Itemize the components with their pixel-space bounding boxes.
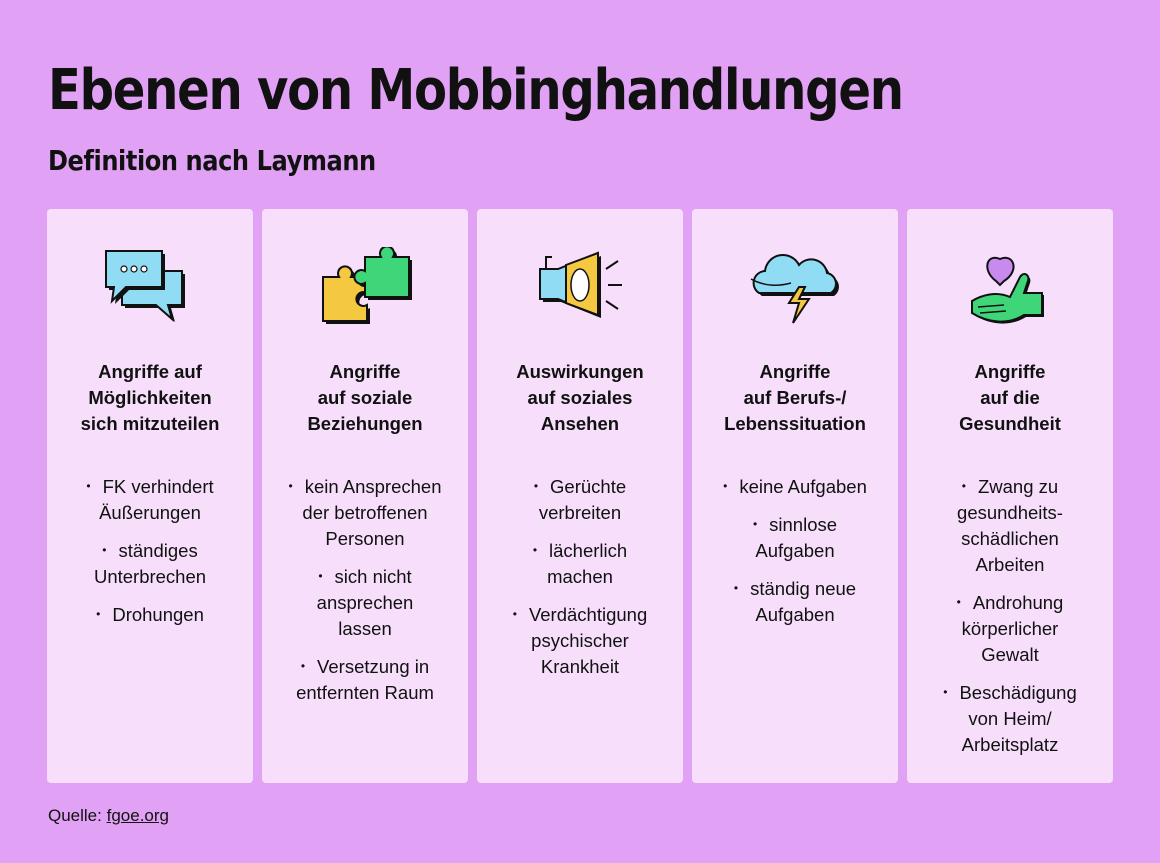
list-item: • Versetzung in entfernten Raum <box>296 656 434 703</box>
card-title: Angriffe auf soziale Beziehungen <box>307 361 423 434</box>
list-item: • FK verhindert Äußerungen <box>86 476 214 523</box>
source-label: Quelle: <box>48 806 102 825</box>
list-item: • keine Aufgaben <box>723 476 867 497</box>
list-item: • ständig neue Aufgaben <box>733 578 857 625</box>
card-title: Auswirkungen auf soziales Ansehen <box>516 361 644 434</box>
card-communication <box>47 209 253 783</box>
cards-row <box>47 209 1113 783</box>
list-item: • sinnlose Aufgaben <box>752 514 838 561</box>
item-list <box>477 473 683 680</box>
list-item: • Beschädigung von Heim/ Arbeitsplatz <box>943 682 1077 755</box>
page-title: Ebenen von Mobbinghandlungen <box>48 58 903 123</box>
card-work-situation <box>692 209 898 783</box>
card-title: Angriffe auf Möglichkeiten sich mitzuteilen <box>80 361 220 434</box>
item-list <box>692 473 898 628</box>
card-title: Angriffe auf Berufs-/ Lebenssituation <box>724 361 866 434</box>
storm-cloud-icon <box>745 247 845 335</box>
card-title: Angriffe auf die Gesundheit <box>959 361 1061 434</box>
list-item: • kein Ansprechen der betroffenen Personen <box>288 476 442 549</box>
list-item: • ständiges Unterbrechen <box>93 540 207 587</box>
list-item: • Gerüchte verbreiten <box>533 476 627 523</box>
item-list <box>907 473 1113 758</box>
card-social-relations <box>262 209 468 783</box>
source-note <box>48 806 169 826</box>
page-subtitle: Definition nach Laymann <box>48 144 376 177</box>
list-item: • lächerlich machen <box>532 540 628 587</box>
list-item: • Drohungen <box>96 604 204 625</box>
list-item: • Verdächtigung psychischer Krankheit <box>512 604 648 677</box>
hand-heart-icon <box>960 247 1060 335</box>
list-item: • Androhung körperlicher Gewalt <box>956 592 1064 665</box>
megaphone-icon <box>530 247 630 335</box>
puzzle-pieces-icon <box>315 247 415 335</box>
item-list <box>47 473 253 628</box>
speech-bubbles-icon <box>100 247 200 335</box>
source-link[interactable]: fgoe.org <box>106 806 169 825</box>
item-list <box>262 473 468 706</box>
list-item: • Zwang zu gesundheits- schädlichen Arbeiten <box>957 476 1063 575</box>
card-health <box>907 209 1113 783</box>
card-social-reputation <box>477 209 683 783</box>
list-item: • sich nicht ansprechen lassen <box>316 566 414 639</box>
